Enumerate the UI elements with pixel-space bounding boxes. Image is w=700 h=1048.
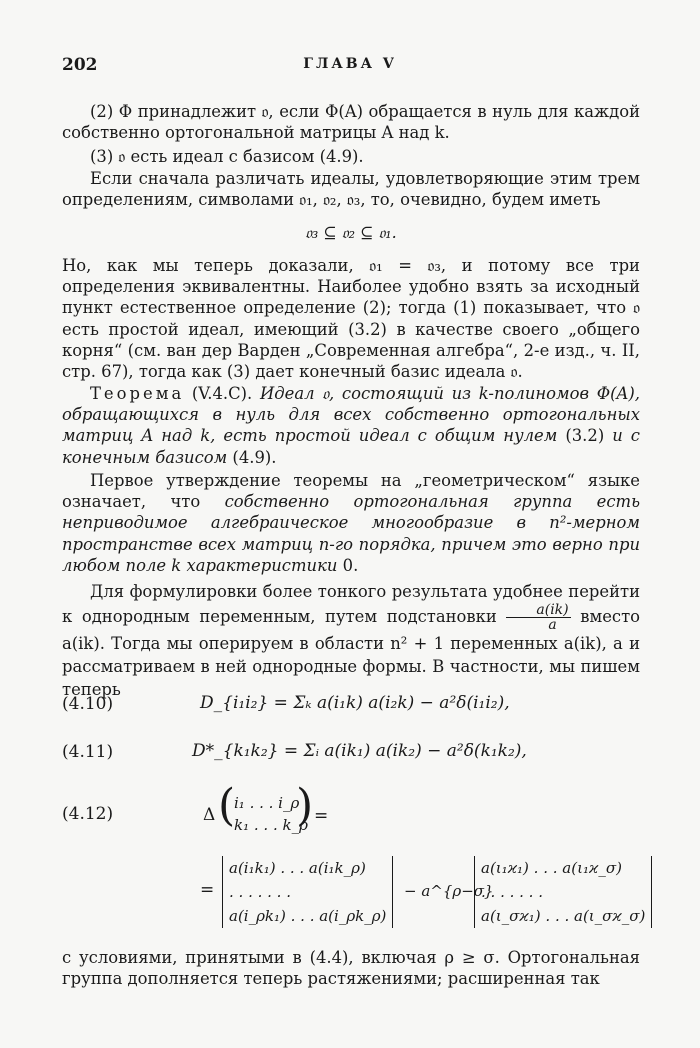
item-2: (2) Φ принадлежит 𝔬, если Φ(A) обращается в нуль для каждой собственно ортогональной матрицы A над k. bbox=[62, 102, 640, 143]
delta-index-matrix: i₁ . . . i_ρ k₁ . . . k_ρ bbox=[234, 794, 308, 834]
determinant-1: a(i₁k₁) . . . a(i₁k_ρ) . . . . . . . a(i_ρk₁) . . . a(i_ρk_ρ) bbox=[222, 856, 393, 928]
left-paren: ( bbox=[218, 780, 236, 831]
equals-sign: = bbox=[314, 806, 329, 826]
delta-symbol: Δ bbox=[203, 805, 216, 825]
equation-4-11: D*_{k₁k₂} = Σᵢ a(ik₁) a(ik₂) − a²δ(k₁k₂), bbox=[192, 741, 527, 761]
right-paren: ) bbox=[296, 780, 314, 831]
paragraph-proof: Но, как мы теперь доказали, 𝔬₁ = 𝔬₃, и потому все три определения эквивалентны. Наиболее удобно взять за исходный пункт естественное определение (2); тогда (1) показывает, что 𝔬 есть простой идеал, имеющий (3.2) в качестве своего „общего корня“ (см. ван дер Варден „Современная алгебра“, 2-е изд., ч. II, стр. 67), тогда как (3) дает конечный базис идеала 𝔬. bbox=[62, 256, 640, 382]
equals-sign-2: = bbox=[200, 880, 215, 900]
page-header bbox=[62, 55, 638, 81]
equation-4-10: D_{i₁i₂} = Σₖ a(i₁k) a(i₂k) − a²δ(i₁i₂), bbox=[200, 693, 510, 713]
paragraph-final: с условиями, принятыми в (4.4), включая ρ ≥ σ. Ортогональная группа дополняется теперь растяжениями; расширенная так bbox=[62, 948, 640, 989]
chapter-title: ГЛАВА V bbox=[303, 56, 397, 72]
page-number: 202 bbox=[62, 55, 98, 75]
paragraph-geometric: Первое утверждение теоремы на „геометрическом“ языке означает, что собственно ортогональная группа есть неприводимое алгебраическое многообразие в n²-мерном пространстве всех матриц n-го порядка, причем это верно при любом поле k характеристики 0. bbox=[62, 471, 641, 575]
equation-label-4-10: (4.10) bbox=[62, 694, 114, 714]
inclusion-formula: 𝔬₃ ⊆ 𝔬₂ ⊆ 𝔬₁. bbox=[305, 223, 397, 242]
equation-label-4-11: (4.11) bbox=[62, 742, 114, 762]
theorem: Теорема (V.4.C). Идеал 𝔬, состоящий из k-полиномов Φ(A), обращающихся в нуль для всех собственно ортогональных матриц A над k, есть простой идеал с общим нулем (3.2) и с конечным базисом (4.9). bbox=[62, 384, 640, 467]
theorem-number: (V.4.C). bbox=[191, 384, 253, 403]
minus-factor: − a^{ρ−σ} bbox=[404, 882, 494, 900]
theorem-statement: Идеал 𝔬, состоящий из k-полиномов Φ(A), обращающихся в нуль для всех собственно ортогональных матриц A над k, есть простой идеал с общим нулем bbox=[62, 384, 640, 446]
determinant-2: a(ι₁ϰ₁) . . . a(ι₁ϰ_σ) . . . . . . . a(ι_σϰ₁) . . . a(ι_σϰ_σ) bbox=[474, 856, 652, 928]
item-3: (3) 𝔬 есть идеал с базисом (4.9). bbox=[90, 147, 364, 166]
paragraph-homogeneous: Для формулировки более тонкого результата удобнее перейти к однородным переменным, путем подстановки $\frac{a(ik)}{a}$ вместо a(ik). Тогда мы оперируем в области n² + 1 переменных a(ik), a и рассматриваем в ней однородные формы. В частности, мы пишем теперь bbox=[62, 582, 641, 699]
equation-label-4-12: (4.12) bbox=[62, 804, 114, 824]
theorem-label: Теорема bbox=[90, 384, 185, 403]
paragraph-intro: Если сначала различать идеалы, удовлетворяющие этим трем определениям, символами 𝔬₁, 𝔬₂, 𝔬₃, то, очевидно, будем иметь bbox=[62, 169, 640, 210]
substitution-fraction: $\frac{a(ik)}{a}$ bbox=[506, 603, 570, 632]
